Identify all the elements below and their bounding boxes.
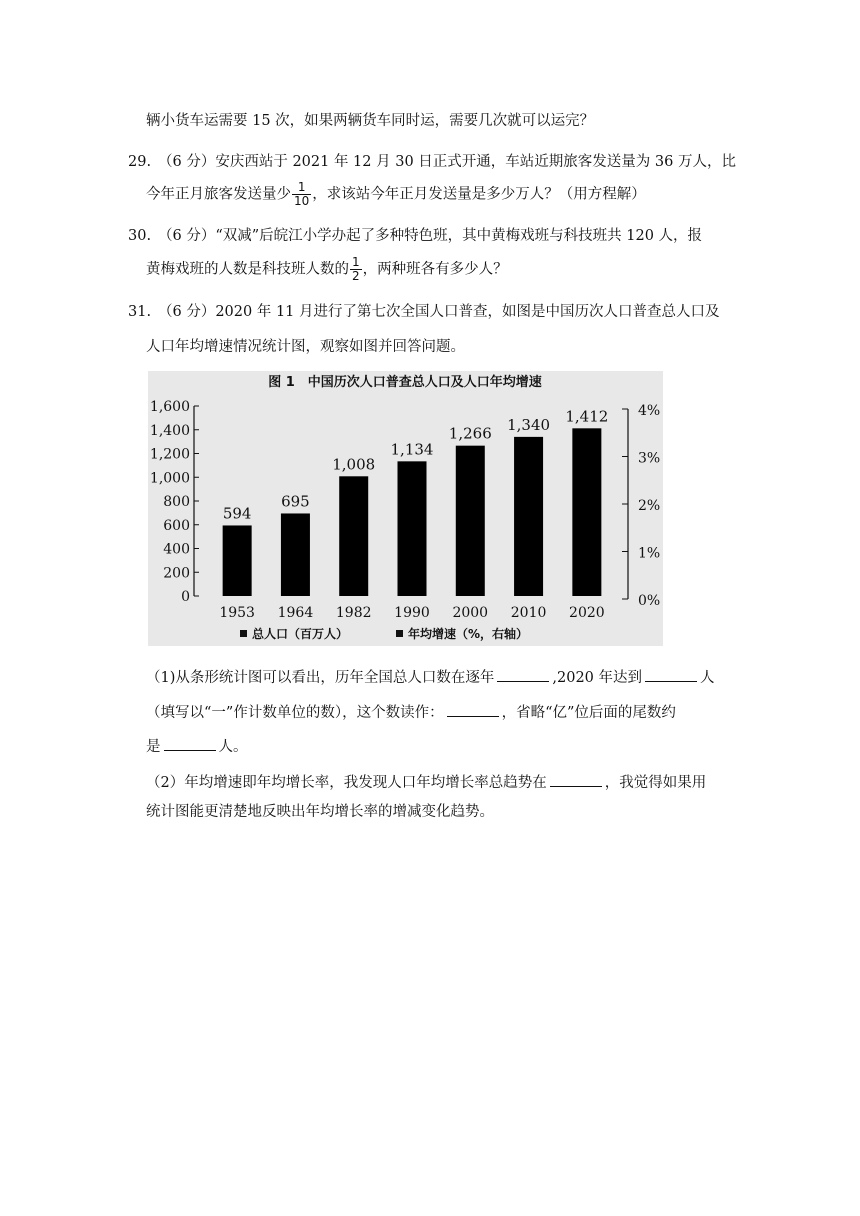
x-tick-label: 1982 [335,605,372,621]
y2-tick-label: 3% [638,450,661,467]
y2-tick-label: 0% [638,593,661,609]
part-1-line-3: 是 人。 [146,736,248,757]
y-tick-label: 1,400 [149,422,190,439]
part-1-line-1: （1)从条形统计图可以看出，历年全国总人口数在逐年 ,2020 年达到 人 [146,667,715,688]
y-tick-label: 1,200 [149,446,190,463]
question-29-line-2: 今年正月旅客发送量少 $\frac{1}{10}$ ，求该站今年正月发送量是多少万人？（用方程解） [146,180,646,208]
data-label: 1,340 [507,415,551,434]
legend-swatch-growth [396,630,403,637]
y-tick-label: 200 [163,565,190,582]
answer-blank-trend[interactable] [497,667,549,682]
data-label: 1,266 [448,424,492,443]
bar [281,513,310,596]
part-1-line-2: （填写以“一”作计数单位的数），这个数读作： ，省略“亿”位后面的尾数约 [146,702,676,723]
answer-blank-approx[interactable] [164,736,216,751]
bar [456,446,485,596]
y2-tick-label: 4% [638,403,661,419]
y-tick-label: 1,600 [149,399,190,415]
data-label: 1,008 [332,455,376,474]
question-31-number: 31. [128,304,152,320]
fraction-one-tenth: $\frac{1}{10}$ [294,180,310,208]
x-tick-label: 1990 [394,605,430,621]
y-tick-label: 600 [163,517,190,534]
data-label: 695 [281,492,310,511]
answer-blank-rate-trend[interactable] [550,772,602,787]
chart-title: 图 1 中国历次人口普查总人口及人口年均增速 [268,375,542,390]
data-label: 1,134 [390,440,434,459]
x-tick-label: 2000 [452,605,489,621]
y2-tick-label: 1% [638,545,661,562]
bar [572,428,601,596]
answer-blank-reading[interactable] [447,702,499,717]
y2-tick-label: 2% [638,498,661,514]
question-30-line-2: 黄梅戏班的人数是科技班人数的 $\frac{1}{2}$ ，两种班各有多少人？ [146,255,508,283]
data-label: 594 [222,504,252,523]
bar [339,476,368,596]
bar [223,525,252,596]
y-tick-label: 400 [163,541,190,558]
question-29-number: 29. [128,154,152,170]
x-tick-label: 2020 [569,605,605,621]
question-29-line-1: （6 分）安庆西站于 2021 年 12 月 30 日正式开通，车站近期旅客发送量为 36 万人，比 [158,154,736,170]
bar [514,437,543,596]
x-tick-label: 1953 [219,605,255,621]
legend-label-population: 总人口（百万人） [252,627,349,641]
fraction-one-half: $\frac{1}{2}$ [352,255,360,283]
data-label: 1,412 [565,407,609,426]
question-31-line-1: （6 分）2020 年 11 月进行了第七次全国人口普查，如图是中国历次人口普查总人口及 [158,304,720,320]
question-30-line-1: （6 分）“双减”后皖江小学办起了多种特色班，其中黄梅戏班与科技班共 120 人，报 [158,228,703,244]
part-2-line-1: （2）年均增速即年均增长率，我发现人口年均增长率总趋势在 ，我觉得如果用 [146,772,706,793]
legend-label-growth: 年均增速（%，右轴） [408,627,529,641]
chart-svg [148,371,663,646]
question-28-tail: 辆小货车运需要 15 次，如果两辆货车同时运，需要几次就可以运完？ [146,113,595,129]
x-tick-label: 1964 [277,605,314,621]
question-31-line-2: 人口年均增速情况统计图，观察如图并回答问题。 [146,339,465,355]
legend-swatch-population [240,630,247,637]
question-30-number: 30. [128,228,152,244]
x-tick-label: 2010 [510,605,547,621]
y-tick-label: 800 [163,494,190,510]
population-chart [148,371,663,646]
part-2-line-2: 统计图能更清楚地反映出年均增长率的增减变化趋势。 [146,804,494,820]
bar [398,461,427,596]
y-tick-label: 0 [181,589,190,605]
answer-blank-population[interactable] [645,667,697,682]
y-tick-label: 1,000 [149,470,190,487]
